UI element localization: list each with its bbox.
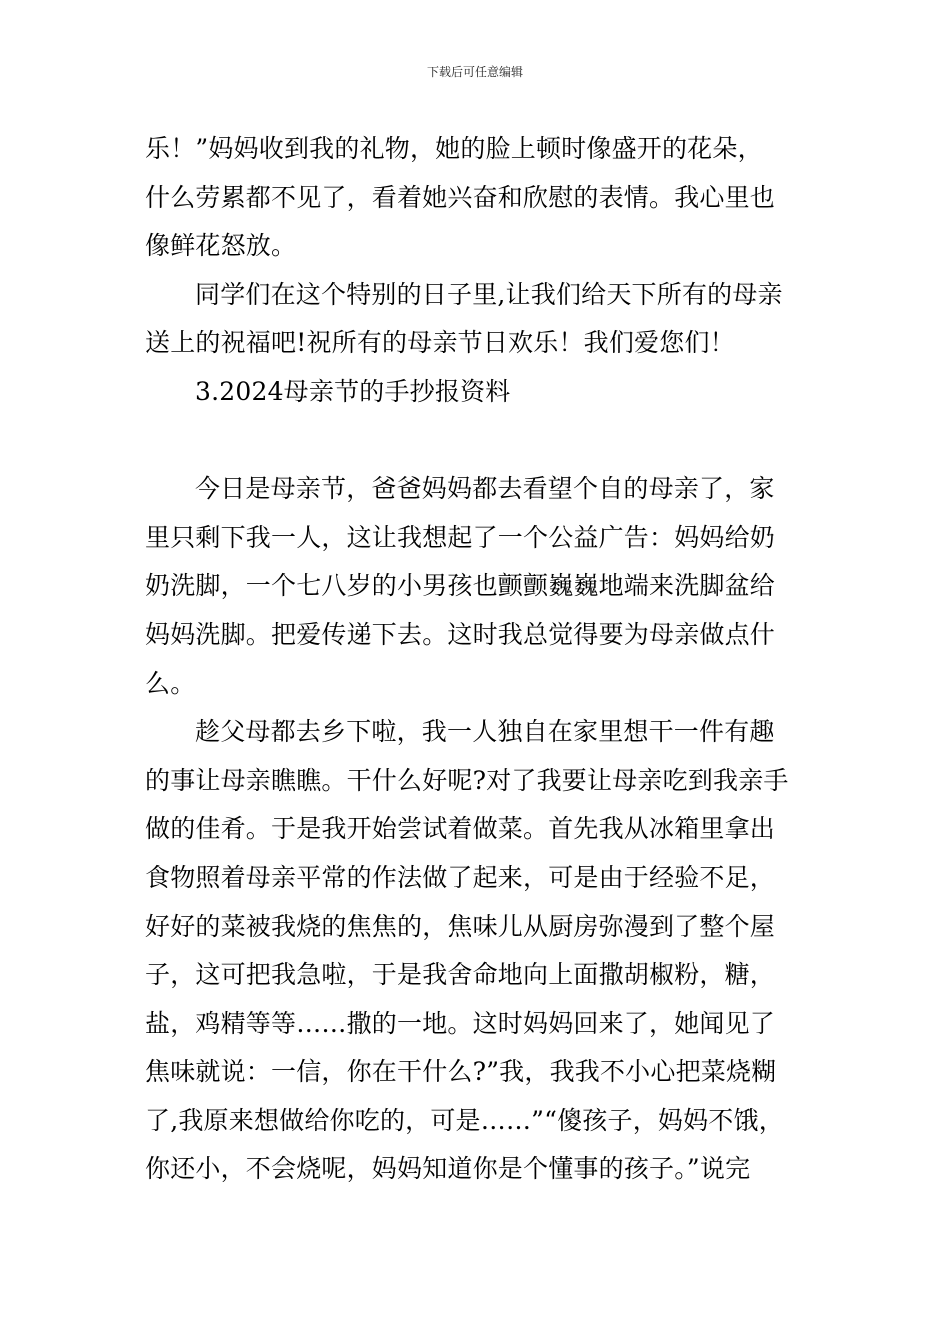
text-line: 妈妈洗脚。把爱传递下去。这时我总觉得要为母亲做点什 bbox=[145, 619, 776, 649]
document-body bbox=[145, 125, 835, 1194]
text-line: 食物照着母亲平常的作法做了起来，可是由于经验不足， bbox=[145, 862, 776, 892]
text-line: 好好的菜被我烧的焦焦的，焦味儿从厨房弥漫到了整个屋 bbox=[145, 911, 776, 941]
text-line: 子，这可把我急啦，于是我舍命地向上面撒胡椒粉，糖， bbox=[145, 960, 776, 990]
text-line: 做的佳肴。于是我开始尝试着做菜。首先我从冰箱里拿出 bbox=[145, 814, 776, 844]
text-line: 奶洗脚，一个七八岁的小男孩也颤颤巍巍地端来洗脚盆给 bbox=[145, 571, 776, 601]
text-line: 焦味就说：一信，你在干什么?”我，我我不小心把菜烧糊 bbox=[145, 1057, 777, 1087]
text-line: 送上的祝福吧!祝所有的母亲节日欢乐！我们爱您们！ bbox=[145, 328, 735, 358]
paragraph-start: 今日是母亲节，爸爸妈妈都去看望个自的母亲了，家 bbox=[195, 474, 775, 504]
text-line: 乐！”妈妈收到我的礼物，她的脸上顿时像盛开的花朵， bbox=[145, 134, 763, 163]
text-line: 像鲜花怒放。 bbox=[145, 231, 297, 261]
paragraph-start: 同学们在这个特别的日子里,让我们给天下所有的母亲 bbox=[195, 279, 783, 309]
text-line: 的事让母亲瞧瞧。干什么好呢?对了我要让母亲吃到我亲手 bbox=[145, 765, 789, 795]
text-line: 么。 bbox=[145, 668, 196, 698]
section-heading: 3.2024母亲节的手抄报资料 bbox=[195, 376, 511, 406]
text-line: 什么劳累都不见了，看着她兴奋和欣慰的表情。我心里也 bbox=[145, 182, 776, 212]
text-line: 了,我原来想做给你吃的，可是……”“傻孩子，妈妈不饿， bbox=[145, 1105, 784, 1135]
page-header: 下载后可任意编辑 bbox=[426, 65, 523, 79]
text-line: 你还小，不会烧呢，妈妈知道你是个懂事的孩子。”说完 bbox=[145, 1154, 751, 1184]
text-line: 盐，鸡精等等……撒的一地。这时妈妈回来了，她闻见了 bbox=[145, 1008, 776, 1038]
text-line: 里只剩下我一人，这让我想起了一个公益广告：妈妈给奶 bbox=[145, 522, 776, 552]
paragraph-start: 趁父母都去乡下啦，我一人独自在家里想干一件有趣 bbox=[195, 717, 775, 747]
blank-line bbox=[145, 417, 835, 466]
